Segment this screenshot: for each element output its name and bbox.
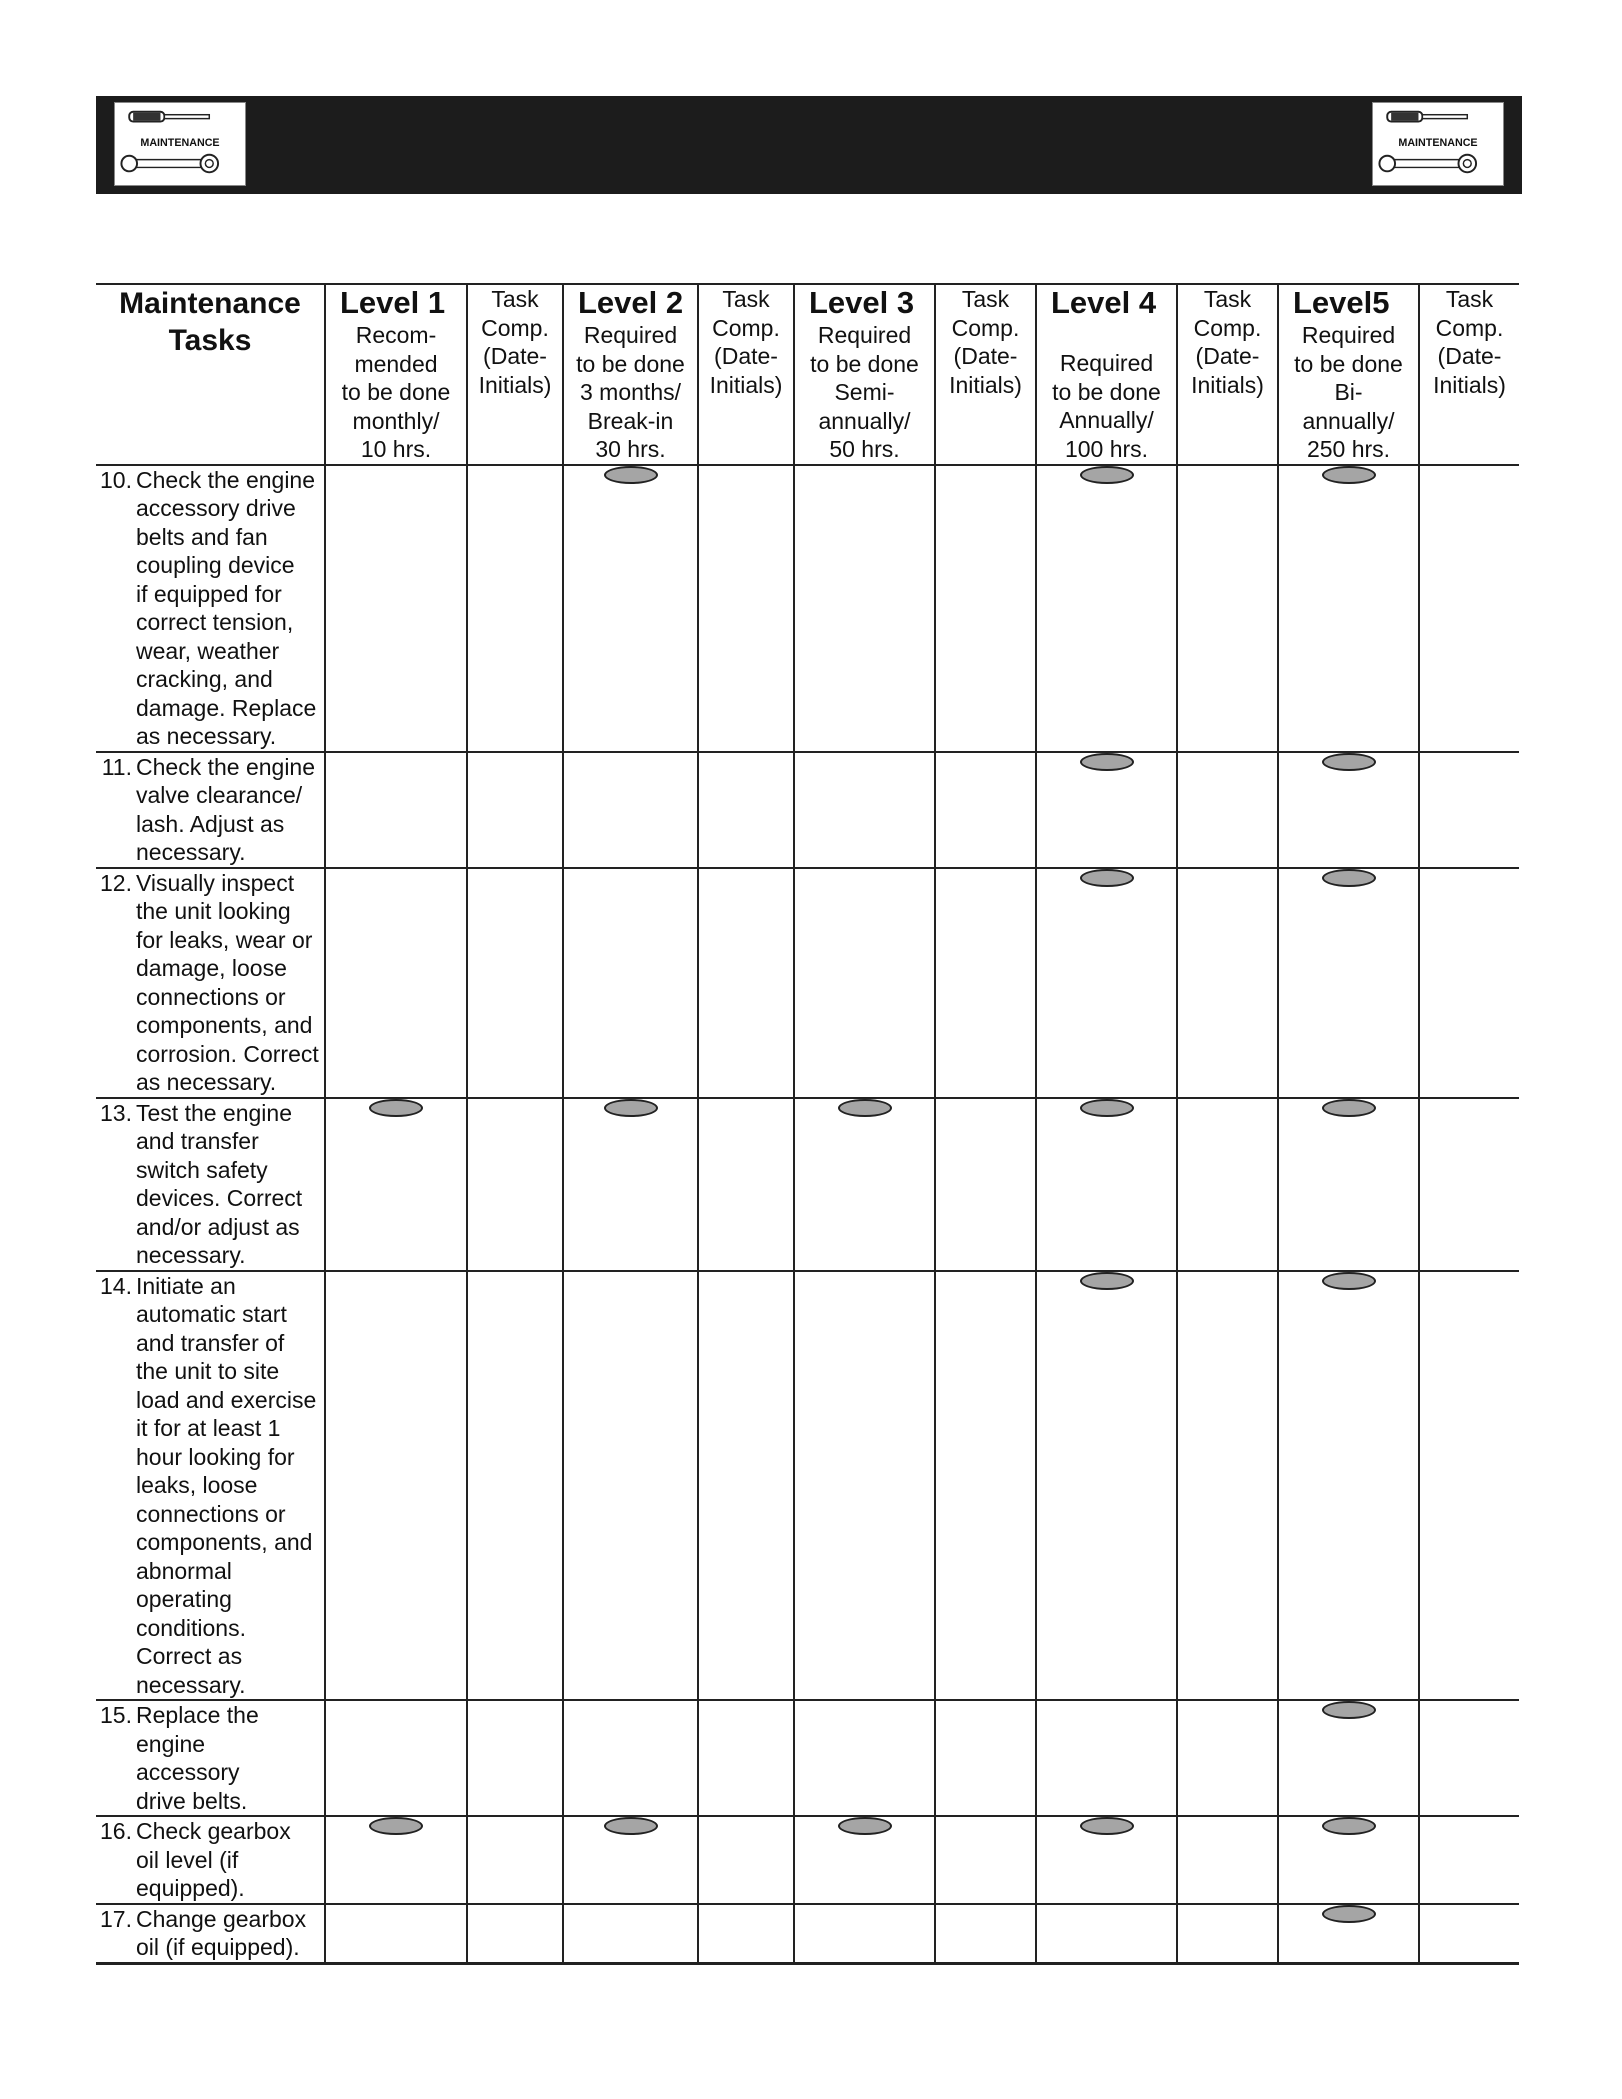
- header-banner: [96, 96, 1522, 194]
- task-description: [132, 1701, 324, 1815]
- task-description-line: connections or: [136, 983, 286, 1010]
- level-title: Level 2: [578, 285, 684, 320]
- level-description-line: Required: [1059, 350, 1154, 376]
- task-completed-cell[interactable]: [698, 1098, 794, 1271]
- task-description-line: accessory drive: [136, 495, 296, 521]
- task-description-line: as necessary.: [136, 723, 277, 749]
- task-completed-line: Task: [722, 286, 770, 312]
- task-description-line: components, and: [136, 1529, 313, 1555]
- task-number: 10.: [100, 466, 132, 493]
- task-cell: [96, 1700, 325, 1816]
- task-completed-line: Task: [491, 286, 539, 312]
- required-oval-icon: [1322, 869, 1376, 887]
- task-completed-cell[interactable]: [1419, 1816, 1519, 1904]
- task-description-line: switch safety: [136, 1156, 268, 1183]
- task-completed-line: Initials): [709, 371, 783, 398]
- table-row: [96, 1904, 1519, 1964]
- task-cell: [96, 752, 325, 868]
- required-oval-icon: [1080, 1099, 1134, 1117]
- task-description-line: leaks, loose: [136, 1472, 258, 1498]
- task-description-line: Replace the: [136, 1702, 259, 1728]
- level-1-cell: [325, 1098, 467, 1271]
- task-description-line: load and exercise: [136, 1386, 317, 1413]
- level-description-line: 30 hrs.: [595, 436, 666, 462]
- logo-text: MAINTENANCE: [140, 136, 220, 149]
- required-oval-icon: [1080, 753, 1134, 771]
- required-oval-icon: [1322, 753, 1376, 771]
- maintenance-logo-left: [114, 102, 246, 186]
- task-completed-header: [467, 284, 563, 465]
- level-description-line: Break-in: [587, 407, 674, 434]
- task-completed-cell[interactable]: [1177, 868, 1278, 1098]
- table-row: [96, 465, 1519, 752]
- task-completed-cell[interactable]: [467, 1700, 563, 1816]
- level-description-line: to be done: [810, 350, 919, 377]
- level-description-line: Semi-: [834, 379, 895, 405]
- task-description: [132, 466, 324, 751]
- required-oval-icon: [1322, 1272, 1376, 1290]
- task-description-line: necessary.: [136, 839, 246, 865]
- task-completed-header: [935, 284, 1036, 465]
- level-3-cell: [794, 868, 935, 1098]
- level-2-cell: [563, 752, 698, 868]
- level-4-cell: [1036, 1271, 1177, 1701]
- task-completed-cell[interactable]: [698, 868, 794, 1098]
- level-2-cell: [563, 1098, 698, 1271]
- level-3-cell: [794, 1098, 935, 1271]
- level-description-line: to be done: [1052, 378, 1161, 405]
- level-title: Level5: [1293, 285, 1390, 320]
- task-completed-cell[interactable]: [467, 868, 563, 1098]
- task-completed-cell[interactable]: [467, 1816, 563, 1904]
- task-completed-cell[interactable]: [935, 752, 1036, 868]
- screwdriver-wrench-icon: [115, 103, 245, 185]
- task-completed-line: Comp.: [481, 314, 549, 341]
- level-description: [795, 321, 934, 464]
- task-description-line: the unit to site: [136, 1358, 280, 1384]
- level-description-line: Bi-: [1334, 379, 1363, 405]
- level-3-cell: [794, 752, 935, 868]
- task-completed-line: (Date-: [1437, 343, 1502, 369]
- task-description-line: Change gearbox: [136, 1905, 307, 1932]
- task-completed-line: (Date-: [714, 343, 778, 369]
- task-description-line: automatic start: [136, 1301, 287, 1327]
- level-description-line: to be done: [1294, 350, 1403, 377]
- level-4-cell: [1036, 1816, 1177, 1904]
- task-description-line: abnormal: [136, 1557, 232, 1584]
- required-oval-icon: [1322, 1099, 1376, 1117]
- required-oval-icon: [1322, 1817, 1376, 1835]
- task-description-line: damage. Replace: [136, 694, 317, 721]
- task-completed-line: Initials): [478, 371, 552, 398]
- task-description: [132, 1905, 324, 1962]
- task-completed-cell[interactable]: [1177, 1904, 1278, 1964]
- task-description-line: and/or adjust as: [136, 1213, 300, 1240]
- level-3-cell: [794, 1904, 935, 1964]
- maintenance-logo-right: [1372, 102, 1504, 186]
- task-number: 13.: [100, 1099, 132, 1126]
- level-title: Level 4: [1051, 285, 1157, 320]
- task-description-line: components, and: [136, 1012, 313, 1038]
- level-description-line: monthly/: [352, 407, 440, 434]
- level-5-cell: [1278, 1700, 1419, 1816]
- task-cell: [96, 1816, 325, 1904]
- task-description: [132, 753, 324, 867]
- level-1-cell: [325, 868, 467, 1098]
- task-completed-cell[interactable]: [1177, 1816, 1278, 1904]
- level-2-cell: [563, 1700, 698, 1816]
- task-completed-line: Comp.: [951, 314, 1020, 341]
- task-completed-line: Comp.: [712, 314, 780, 341]
- task-description-line: the unit looking: [136, 898, 291, 924]
- level-4-cell: [1036, 752, 1177, 868]
- level-5-cell: [1278, 1816, 1419, 1904]
- required-oval-icon: [604, 1817, 658, 1835]
- required-oval-icon: [604, 1099, 658, 1117]
- required-oval-icon: [1080, 869, 1134, 887]
- task-completed-cell[interactable]: [467, 1904, 563, 1964]
- level-3-cell: [794, 1271, 935, 1701]
- task-description-line: necessary.: [136, 1671, 246, 1698]
- task-description-line: if equipped for: [136, 580, 282, 607]
- required-oval-icon: [1080, 1817, 1134, 1835]
- level-description-line: Annually/: [1059, 407, 1154, 433]
- task-description-line: accessory: [136, 1759, 240, 1785]
- level-description-line: Required: [583, 322, 678, 348]
- level-5-cell: [1278, 1098, 1419, 1271]
- level-1-cell: [325, 1700, 467, 1816]
- task-number: 16.: [100, 1818, 132, 1844]
- level-2-cell: [563, 1904, 698, 1964]
- level-description-line: 250 hrs.: [1306, 436, 1391, 462]
- task-completed-line: (Date-: [483, 343, 547, 369]
- task-description-line: Check the engine: [136, 753, 316, 780]
- task-completed-cell[interactable]: [1177, 1098, 1278, 1271]
- level-4-cell: [1036, 1098, 1177, 1271]
- level-2-cell: [563, 868, 698, 1098]
- task-description-line: wear, weather: [136, 637, 280, 664]
- level-description-line: 100 hrs.: [1064, 435, 1149, 462]
- tasks-header-line2: Tasks: [168, 324, 252, 357]
- level-4-cell: [1036, 1700, 1177, 1816]
- task-description: [132, 1272, 324, 1700]
- task-description-line: devices. Correct: [136, 1185, 303, 1211]
- required-oval-icon: [369, 1817, 423, 1835]
- task-cell: [96, 1098, 325, 1271]
- level-description-line: 50 hrs.: [829, 436, 900, 462]
- level-1-cell: [325, 752, 467, 868]
- level-title: Level 1: [340, 285, 446, 320]
- tasks-header-line1: Maintenance: [119, 287, 301, 320]
- level-5-cell: [1278, 1904, 1419, 1964]
- required-oval-icon: [1080, 466, 1134, 484]
- level-description: [1279, 321, 1418, 464]
- level-3-header: [794, 284, 935, 465]
- logo-text: MAINTENANCE: [1398, 136, 1478, 149]
- task-completed-cell[interactable]: [935, 868, 1036, 1098]
- required-oval-icon: [1322, 1701, 1376, 1719]
- task-description-line: as necessary.: [136, 1069, 277, 1095]
- task-description-line: oil (if equipped).: [136, 1934, 300, 1960]
- level-5-cell: [1278, 1271, 1419, 1701]
- required-oval-icon: [838, 1099, 892, 1117]
- level-description: [326, 321, 466, 464]
- level-1-cell: [325, 1904, 467, 1964]
- task-completed-line: (Date-: [1195, 343, 1260, 369]
- task-description: [132, 1099, 324, 1270]
- task-description-line: it for at least 1: [136, 1415, 281, 1441]
- level-5-cell: [1278, 465, 1419, 752]
- table-row: [96, 1098, 1519, 1271]
- level-description-line: to be done: [576, 350, 685, 377]
- level-4-cell: [1036, 868, 1177, 1098]
- task-description-line: valve clearance/: [136, 782, 303, 808]
- level-2-header: [563, 284, 698, 465]
- task-completed-cell[interactable]: [1419, 1271, 1519, 1701]
- table-row: [96, 1700, 1519, 1816]
- task-description-line: Test the engine: [136, 1099, 293, 1126]
- task-completed-cell[interactable]: [1177, 1700, 1278, 1816]
- required-oval-icon: [1080, 1272, 1134, 1290]
- task-completed-cell[interactable]: [698, 1271, 794, 1701]
- level-description-line: annually/: [818, 407, 911, 434]
- task-description-line: Check the engine: [136, 466, 316, 493]
- level-1-cell: [325, 1271, 467, 1701]
- task-description-line: engine: [136, 1730, 206, 1757]
- required-oval-icon: [604, 466, 658, 484]
- task-number: 17.: [100, 1905, 132, 1932]
- task-description-line: and transfer: [136, 1128, 259, 1154]
- level-1-cell: [325, 465, 467, 752]
- task-completed-line: Initials): [949, 371, 1022, 398]
- level-title: Level 3: [809, 285, 915, 320]
- task-completed-cell[interactable]: [935, 1271, 1036, 1701]
- task-number: 15.: [100, 1702, 132, 1728]
- required-oval-icon: [1322, 466, 1376, 484]
- task-description-line: equipped).: [136, 1875, 245, 1901]
- task-completed-line: Task: [1203, 286, 1252, 312]
- level-3-cell: [794, 465, 935, 752]
- table-row: [96, 1816, 1519, 1904]
- task-description-line: for leaks, wear or: [136, 926, 313, 953]
- task-description-line: connections or: [136, 1500, 286, 1527]
- task-description-line: correct tension,: [136, 609, 294, 635]
- task-description-line: oil level (if: [136, 1846, 239, 1873]
- level-description-line: annually/: [1302, 407, 1395, 434]
- task-description-line: Check gearbox: [136, 1818, 291, 1844]
- task-description-line: coupling device: [136, 552, 295, 578]
- task-completed-cell[interactable]: [467, 465, 563, 752]
- level-4-cell: [1036, 465, 1177, 752]
- task-description-line: damage, loose: [136, 955, 287, 981]
- task-completed-line: (Date-: [953, 343, 1018, 369]
- level-description-line: 10 hrs.: [360, 436, 432, 462]
- task-completed-cell[interactable]: [1419, 465, 1519, 752]
- task-completed-line: Initials): [1191, 371, 1264, 398]
- task-completed-cell[interactable]: [1419, 1700, 1519, 1816]
- screwdriver-wrench-icon: [1373, 103, 1503, 185]
- level-4-cell: [1036, 1904, 1177, 1964]
- task-description: [132, 869, 324, 1097]
- task-cell: [96, 1271, 325, 1701]
- task-completed-line: Initials): [1433, 371, 1506, 398]
- required-oval-icon: [369, 1099, 423, 1117]
- task-number: 14.: [100, 1272, 132, 1299]
- task-description-line: drive belts.: [136, 1787, 248, 1814]
- level-description: [564, 321, 697, 464]
- level-description-line: Required: [1301, 322, 1396, 348]
- task-completed-header: [698, 284, 794, 465]
- task-completed-cell[interactable]: [935, 465, 1036, 752]
- task-description-line: belts and fan: [136, 523, 268, 550]
- level-2-cell: [563, 1816, 698, 1904]
- level-description: [1037, 321, 1176, 463]
- task-description-line: hour looking for: [136, 1443, 295, 1470]
- task-completed-cell[interactable]: [467, 1098, 563, 1271]
- task-completed-header: [1419, 284, 1519, 465]
- task-description-line: Correct as: [136, 1643, 243, 1669]
- level-5-cell: [1278, 868, 1419, 1098]
- level-2-cell: [563, 465, 698, 752]
- task-completed-cell[interactable]: [467, 752, 563, 868]
- task-completed-cell[interactable]: [698, 1700, 794, 1816]
- level-5-header: [1278, 284, 1419, 465]
- task-cell: [96, 868, 325, 1098]
- task-number: 12.: [100, 869, 132, 896]
- task-cell: [96, 465, 325, 752]
- level-3-cell: [794, 1816, 935, 1904]
- level-4-header: [1036, 284, 1177, 465]
- task-completed-cell[interactable]: [1419, 1098, 1519, 1271]
- level-description-line: mended: [354, 350, 438, 377]
- task-completed-line: Comp.: [1435, 314, 1504, 341]
- task-description-line: lash. Adjust as: [136, 810, 285, 837]
- task-completed-cell[interactable]: [1419, 752, 1519, 868]
- task-cell: [96, 1904, 325, 1964]
- task-completed-cell[interactable]: [1419, 868, 1519, 1098]
- level-description-line: Required: [817, 322, 912, 348]
- tasks-header: [96, 284, 325, 465]
- task-completed-cell[interactable]: [698, 465, 794, 752]
- level-3-cell: [794, 1700, 935, 1816]
- maintenance-schedule-table: [96, 283, 1519, 1965]
- level-description-line: to be done: [341, 379, 451, 405]
- task-completed-cell[interactable]: [467, 1271, 563, 1701]
- level-1-cell: [325, 1816, 467, 1904]
- task-completed-cell[interactable]: [698, 752, 794, 868]
- task-completed-line: Comp.: [1193, 314, 1262, 341]
- task-description-line: cracking, and: [136, 666, 273, 692]
- task-completed-cell[interactable]: [935, 1700, 1036, 1816]
- table-row: [96, 1271, 1519, 1701]
- task-completed-cell[interactable]: [1177, 465, 1278, 752]
- task-rows: [96, 465, 1519, 1964]
- task-completed-line: Task: [1445, 286, 1494, 312]
- table-row: [96, 868, 1519, 1098]
- task-description-line: and transfer of: [136, 1329, 285, 1356]
- task-description-line: Initiate an: [136, 1272, 236, 1299]
- task-completed-line: Task: [961, 286, 1010, 312]
- required-oval-icon: [838, 1817, 892, 1835]
- task-completed-cell[interactable]: [1419, 1904, 1519, 1964]
- task-description-line: corrosion. Correct: [136, 1040, 319, 1067]
- task-description-line: operating: [136, 1586, 232, 1612]
- task-completed-cell[interactable]: [698, 1904, 794, 1964]
- task-completed-cell[interactable]: [935, 1904, 1036, 1964]
- task-completed-cell[interactable]: [698, 1816, 794, 1904]
- level-1-header: [325, 284, 467, 465]
- task-description-line: conditions.: [136, 1614, 246, 1641]
- task-completed-header: [1177, 284, 1278, 465]
- task-number: 11.: [101, 753, 132, 780]
- task-completed-cell[interactable]: [935, 1816, 1036, 1904]
- level-description-line: Recom-: [355, 322, 437, 348]
- task-completed-cell[interactable]: [1177, 752, 1278, 868]
- task-completed-cell[interactable]: [1177, 1271, 1278, 1701]
- level-2-cell: [563, 1271, 698, 1701]
- task-completed-cell[interactable]: [935, 1098, 1036, 1271]
- level-description-line: 3 months/: [580, 379, 681, 405]
- table-row: [96, 752, 1519, 868]
- level-5-cell: [1278, 752, 1419, 868]
- task-description: [132, 1817, 324, 1903]
- task-description-line: necessary.: [136, 1242, 246, 1268]
- header-row: [96, 284, 1519, 465]
- required-oval-icon: [1322, 1905, 1376, 1923]
- task-description-line: Visually inspect: [136, 869, 295, 896]
